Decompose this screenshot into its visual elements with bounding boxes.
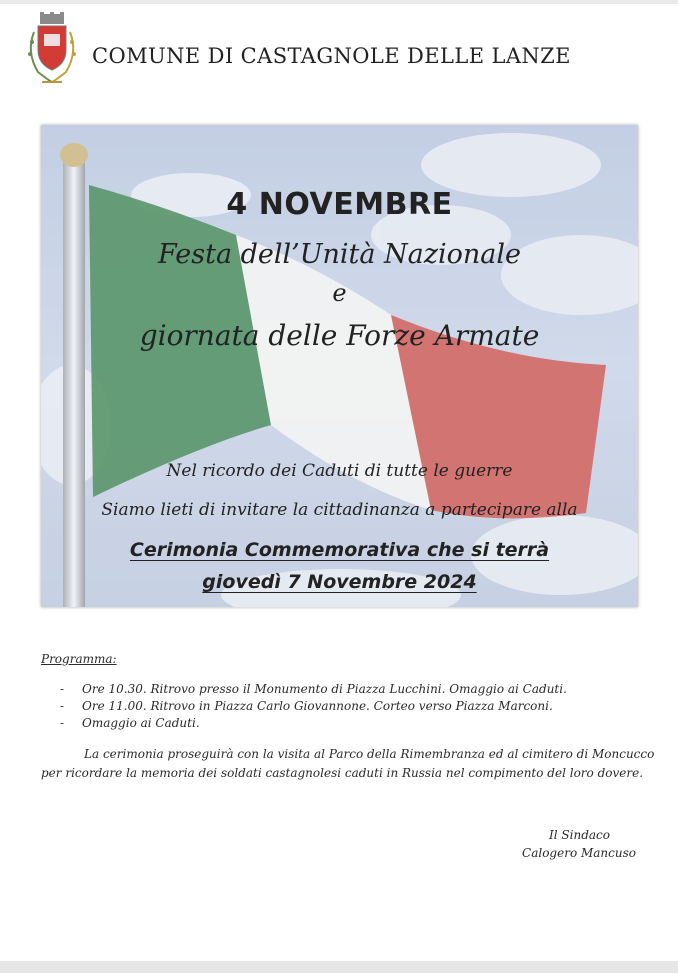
ceremony-title-text: Cerimonia Commemorativa che si terrà xyxy=(129,539,550,561)
program-title: Programma: xyxy=(41,652,117,666)
closing-paragraph-line1: La cerimonia proseguirà con la visita al Parco della Rimembranza ed al cimitero di Moncucco xyxy=(84,747,655,761)
program-item xyxy=(60,699,567,716)
ceremony-date-text: giovedì 7 Novembre 2024 xyxy=(202,571,477,593)
municipality-name: COMUNE DI CASTAGNOLE DELLE LANZE xyxy=(92,44,571,68)
signature-name: Calogero Mancuso xyxy=(522,846,636,860)
signature-role: Il Sindaco xyxy=(549,828,610,842)
program-list xyxy=(60,682,567,733)
coat-of-arms-icon xyxy=(24,12,80,90)
ceremony-date xyxy=(41,571,638,593)
festival-conjunction: e xyxy=(332,279,347,307)
bottom-edge xyxy=(0,961,678,973)
remembrance-line: Nel ricordo dei Caduti di tutte le guerre xyxy=(166,461,513,481)
ceremony-title xyxy=(41,539,638,561)
top-edge xyxy=(0,0,678,4)
program-item-text: Ore 10.30. Ritrovo presso il Monumento di Piazza Lucchini. Omaggio ai Caduti. xyxy=(82,682,567,696)
program-item xyxy=(60,716,567,733)
list-bullet: - xyxy=(60,716,65,730)
event-headline: 4 NOVEMBRE xyxy=(226,187,453,222)
program-item xyxy=(60,682,567,699)
invitation-line: Siamo lieti di invitare la cittadinanza a partecipare alla xyxy=(101,500,578,520)
program-item-text: Ore 11.00. Ritrovo in Piazza Carlo Giovannone. Corteo verso Piazza Marconi. xyxy=(82,699,553,713)
closing-paragraph-line2: per ricordare la memoria dei soldati castagnolesi caduti in Russia nel compimento del loro dovere. xyxy=(41,766,644,780)
event-banner xyxy=(41,125,638,607)
festival-title: Festa dell’Unità Nazionale xyxy=(158,239,521,270)
program-item-text: Omaggio ai Caduti. xyxy=(82,716,200,730)
armed-forces-day-title: giornata delle Forze Armate xyxy=(139,319,540,352)
list-bullet: - xyxy=(60,682,65,696)
list-bullet: - xyxy=(60,699,65,713)
